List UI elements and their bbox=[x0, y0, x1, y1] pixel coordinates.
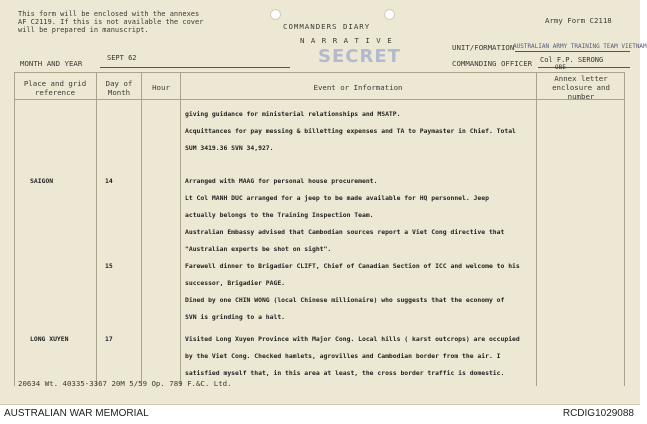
unit-label: UNIT/FORMATION bbox=[452, 43, 515, 52]
month-year-label: MONTH AND YEAR bbox=[20, 59, 83, 68]
event-line: Acquittances for pay messing & billetting expenses and TA to Paymaster in Chief. Total bbox=[185, 127, 516, 135]
place-cell: LONG XUYEN bbox=[30, 335, 69, 343]
secret-stamp: SECRET bbox=[318, 46, 401, 67]
day-cell: 17 bbox=[105, 335, 113, 343]
event-line: Visited Long Xuyen Province with Major Cong. Local hills ( karst outcrops) are occupied bbox=[185, 335, 520, 343]
column-header-hour: Hour bbox=[152, 83, 170, 92]
unit-value: AUSTRALIAN ARMY TRAINING TEAM VIETNAM bbox=[513, 43, 647, 50]
unit-underline bbox=[515, 51, 630, 52]
event-line: Dined by one CHIN WONG (local Chinese millionaire) who suggests that the economy of bbox=[185, 296, 505, 304]
form-note-line: will be prepared in manuscript. bbox=[18, 26, 149, 34]
archive-caption: AUSTRALIAN WAR MEMORIAL bbox=[4, 408, 149, 419]
form-note-line: AF C2119. If this is not available the cover bbox=[18, 18, 204, 26]
event-line: giving guidance for ministerial relationships and MSATP. bbox=[185, 110, 401, 118]
form-number: Army Form C2118 bbox=[545, 16, 612, 25]
column-rule bbox=[96, 72, 97, 386]
form-subtitle: N A R R A T I V E bbox=[300, 36, 393, 45]
event-line: SVN is grinding to a halt. bbox=[185, 313, 286, 321]
month-year-value: SEPT 62 bbox=[107, 54, 137, 62]
column-rule bbox=[536, 72, 537, 386]
event-line: satisfied myself that, in this area at least, the cross border traffic is domestic. bbox=[185, 369, 505, 377]
punch-hole bbox=[270, 9, 281, 20]
column-header-annex: Annex letter enclosure and number bbox=[552, 74, 610, 101]
column-header-place: Place and grid reference bbox=[23, 79, 87, 97]
place-cell: SAIGON bbox=[30, 177, 54, 185]
column-rule bbox=[180, 72, 181, 386]
co-label: COMMANDING OFFICER bbox=[452, 59, 533, 68]
column-header-event: Event or Information bbox=[313, 83, 403, 92]
event-line: SUM 3419.36 SVN 34,927. bbox=[185, 144, 274, 152]
day-cell: 14 bbox=[105, 177, 113, 185]
co-underline bbox=[538, 67, 630, 68]
table-header-rule bbox=[14, 99, 624, 100]
event-line: successor, Brigadier PAGE. bbox=[185, 279, 286, 287]
event-line: Australian Embassy advised that Cambodian sources report a Viet Cong directive that bbox=[185, 228, 505, 236]
event-line: Farewell dinner to Brigadier CLIFT, Chief of Canadian Section of ICC and welcome to his bbox=[185, 262, 520, 270]
column-rule bbox=[141, 72, 142, 386]
event-line: "Australian experts be shot on sight". bbox=[185, 245, 332, 253]
archive-reference: RCDIG1029088 bbox=[562, 408, 634, 419]
table-top-rule bbox=[14, 72, 624, 73]
form-note-line: This form will be enclosed with the annexes bbox=[18, 10, 200, 18]
event-line: actually belongs to the Training Inspection Team. bbox=[185, 211, 374, 219]
co-postnominal: OBE bbox=[555, 64, 566, 71]
punch-hole bbox=[384, 9, 395, 20]
column-rule bbox=[624, 72, 625, 386]
month-year-underline bbox=[100, 67, 290, 68]
form-title: COMMANDERS DIARY bbox=[283, 22, 371, 31]
column-header-day: Day of Month bbox=[105, 79, 133, 97]
event-line: Arranged with MAAG for personal house procurement. bbox=[185, 177, 378, 185]
column-rule bbox=[14, 72, 15, 386]
co-value: Col F.P. SERONG bbox=[540, 56, 604, 64]
day-cell: 15 bbox=[105, 262, 113, 270]
event-line: by the Viet Cong. Checked hamlets, agrovilles and Cambodian border from the air. I bbox=[185, 352, 501, 360]
print-line: 20634 Wt. 40335-3367 20M 5/59 Op. 789 F.&C. Ltd. bbox=[18, 379, 232, 388]
event-line: Lt Col MANH DUC arranged for a jeep to be made available for HQ personnel. Jeep bbox=[185, 194, 489, 202]
